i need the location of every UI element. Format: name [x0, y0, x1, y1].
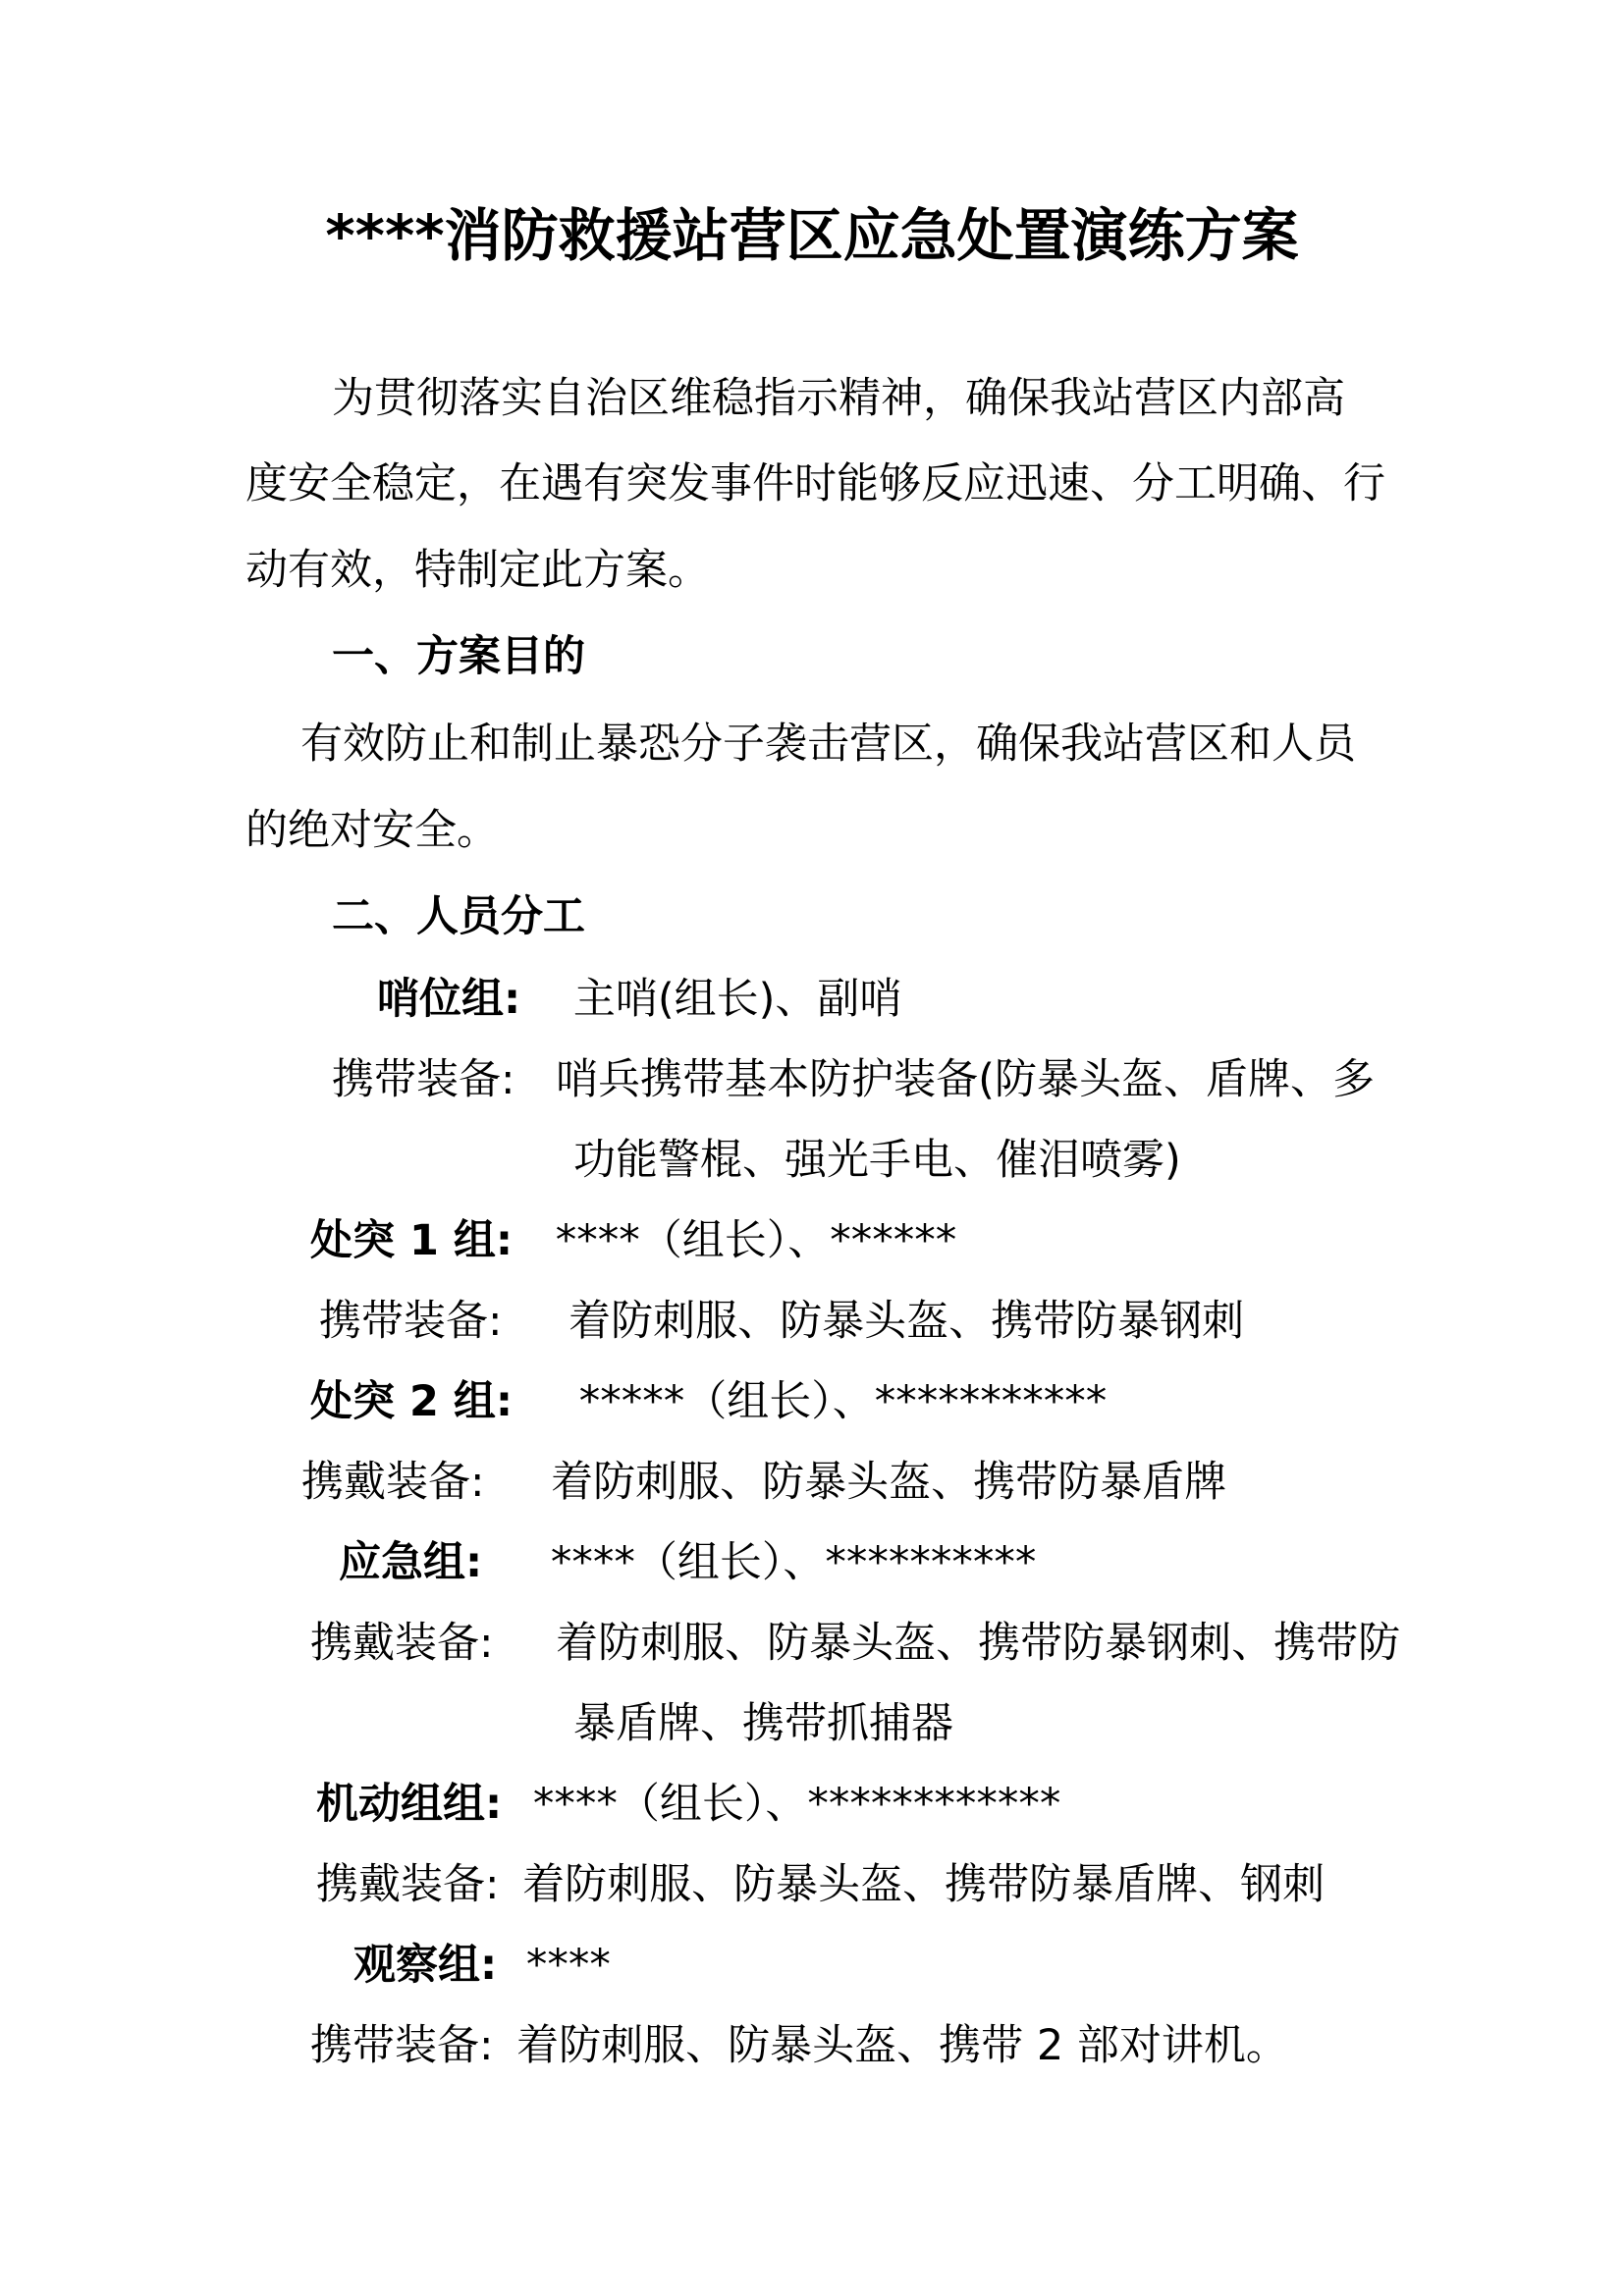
equipment-list: 哨兵携带基本防护装备(防暴头盔、盾牌、多 — [556, 1055, 1375, 1104]
group-members: *****（组长）、*********** — [578, 1377, 1108, 1426]
group-label: 机动组组: — [316, 1780, 503, 1829]
equipment-row — [301, 1455, 1226, 1510]
equipment-list-continued: 功能警棍、强光手电、催泪喷雾) — [573, 1136, 1181, 1185]
group-members: 主哨(组长)、副哨 — [572, 975, 902, 1024]
equipment-row — [310, 1616, 1400, 1671]
group-row — [339, 1535, 1036, 1590]
group-label: 应急组: — [339, 1538, 483, 1587]
group-members: ****（组长）、********** — [550, 1538, 1037, 1587]
document-title: ****消防救援站营区应急处置演练方案 — [325, 202, 1299, 269]
equipment-label: 携戴装备: — [310, 1619, 494, 1668]
equipment-list: 着防刺服、防暴头盔、携带防暴钢刺、携带防 — [556, 1619, 1401, 1668]
group-members: ****（组长）、************ — [532, 1780, 1061, 1829]
group-members: ****（组长）、****** — [555, 1216, 957, 1265]
equipment-list: 着防刺服、防暴头盔、携带防暴盾牌、钢刺 — [522, 1860, 1326, 1909]
equipment-row — [310, 2018, 1288, 2073]
equipment-list: 着防刺服、防暴头盔、携带防暴钢刺 — [568, 1297, 1245, 1346]
group-label: 处突 2 组: — [310, 1377, 514, 1426]
group-label: 观察组: — [353, 1941, 498, 1990]
equipment-label: 携带装备: — [332, 1055, 515, 1104]
equipment-list: 着防刺服、防暴头盔、携带防暴盾牌 — [551, 1458, 1227, 1507]
group-row — [310, 1374, 1107, 1429]
equipment-list: 着防刺服、防暴头盔、携带 2 部对讲机。 — [516, 2021, 1288, 2070]
intro-line-2: 度安全稳定，在遇有突发事件时能够反应迅速、分工明确、行 — [245, 459, 1385, 508]
group-row — [353, 1938, 611, 1993]
section-2-heading: 二、人员分工 — [332, 892, 585, 941]
equipment-row — [316, 1857, 1325, 1912]
section-1-line-2: 的绝对安全。 — [245, 806, 499, 855]
group-row — [377, 972, 901, 1027]
equipment-list-continued: 暴盾牌、携带抓捕器 — [573, 1699, 953, 1748]
equipment-row — [319, 1294, 1244, 1349]
equipment-label: 携带装备: — [310, 2021, 494, 2070]
group-row — [316, 1777, 1060, 1832]
group-label: 哨位组: — [377, 975, 521, 1024]
intro-line-3: 动有效，特制定此方案。 — [245, 546, 710, 595]
equipment-label: 携戴装备: — [316, 1860, 500, 1909]
equipment-row — [332, 1052, 1375, 1107]
equipment-label: 携带装备: — [319, 1297, 503, 1346]
equipment-label: 携戴装备: — [301, 1458, 485, 1507]
section-1-heading: 一、方案目的 — [332, 632, 585, 681]
group-label: 处突 1 组: — [310, 1216, 514, 1265]
section-1-line-1: 有效防止和制止暴恐分子袭击营区，确保我站营区和人员 — [300, 720, 1356, 769]
group-members: **** — [525, 1941, 611, 1990]
intro-line-1: 为贯彻落实自治区维稳指示精神，确保我站营区内部高 — [332, 374, 1345, 423]
group-row — [310, 1213, 956, 1268]
